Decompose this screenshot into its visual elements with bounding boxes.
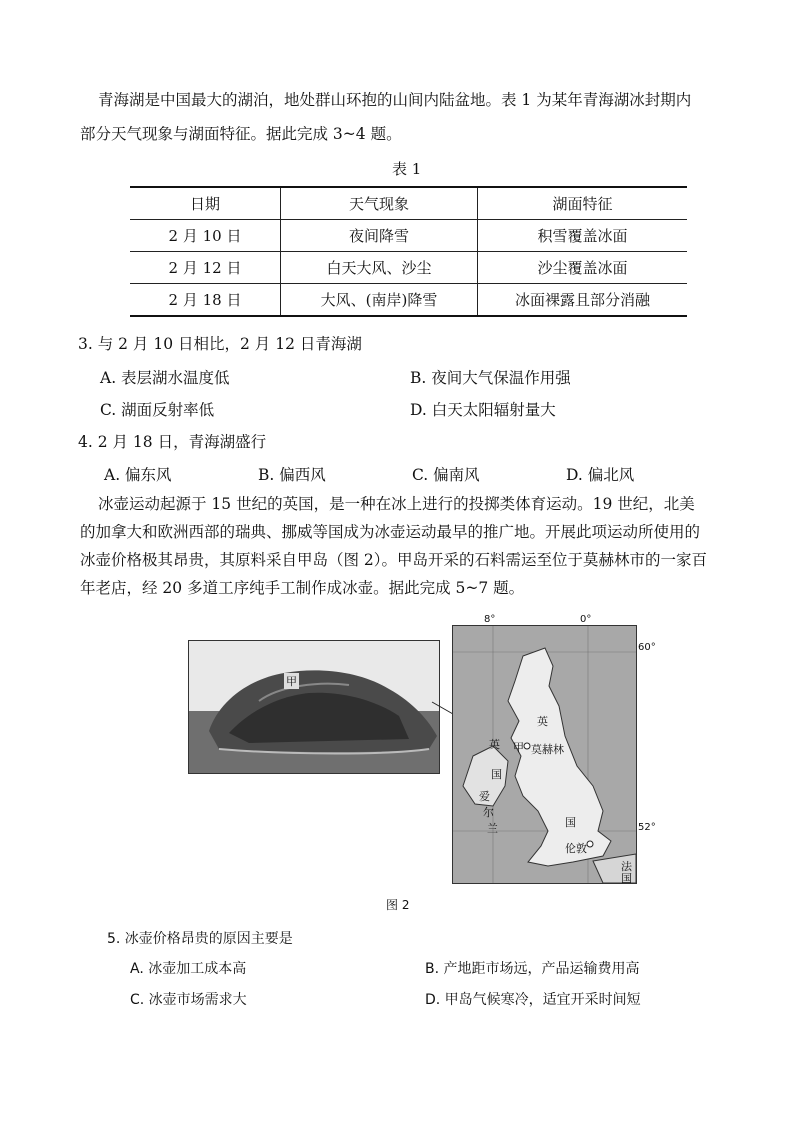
q3-option-d[interactable]: D. 白天太阳辐射量大 (410, 401, 556, 419)
map-label-ying-top: 英 (537, 715, 548, 728)
table-row (130, 252, 687, 284)
q4-option-d[interactable]: D. 偏北风 (566, 466, 635, 484)
q5-stem: 5. 冰壶价格昂贵的原因主要是 (107, 931, 293, 947)
map-tick-lat-52: 52° (638, 822, 656, 833)
passage2-line2: 的加拿大和欧洲西部的瑞典、挪威等国成为冰壶运动最早的推广地。开展此项运动所使用的 (80, 523, 701, 541)
table-row (130, 220, 687, 252)
island-photo-drawing (189, 641, 439, 773)
map-label-france-1: 法 (621, 860, 632, 873)
q3-option-c[interactable]: C. 湖面反射率低 (100, 401, 215, 419)
table-cell: 大风、(南岸)降雪 (281, 284, 478, 317)
table-row (130, 284, 687, 317)
table-cell: 白天大风、沙尘 (281, 252, 478, 284)
table-cell: 2 月 10 日 (130, 220, 281, 252)
table-cell: 冰面裸露且部分消融 (478, 284, 688, 317)
table-cell: 积雪覆盖冰面 (478, 220, 688, 252)
passage1-line2: 部分天气现象与湖面特征。据此完成 3~4 题。 (80, 125, 402, 143)
table1 (130, 186, 687, 317)
table-header-row (130, 187, 687, 220)
map-label-ireland-2: 尔 (483, 806, 494, 819)
table-header-weather: 天气现象 (281, 187, 478, 220)
q5-option-a[interactable]: A. 冰壶加工成本高 (130, 961, 247, 977)
q4-option-c[interactable]: C. 偏南风 (412, 466, 480, 484)
map-label-ying2: 英 (489, 738, 500, 751)
map-label-ireland-1: 爱 (479, 790, 490, 803)
q4-stem: 4. 2 月 18 日，青海湖盛行 (78, 433, 267, 451)
q3-stem: 3. 与 2 月 10 日相比，2 月 12 日青海湖 (78, 335, 362, 353)
map-tick-lon-8: 8° (484, 614, 496, 625)
table-cell: 2 月 12 日 (130, 252, 281, 284)
map-label-guo2: 国 (565, 816, 576, 829)
table1-caption: 表 1 (392, 160, 422, 178)
island-photo (188, 640, 440, 774)
photo-island-label: 甲 (286, 675, 297, 688)
passage2-line1: 冰壶运动起源于 15 世纪的英国，是一种在冰上进行的投掷类体育运动。19 世纪，北美 (98, 495, 695, 513)
map-tick-lat-60: 60° (638, 642, 656, 653)
q4-option-a[interactable]: A. 偏东风 (104, 466, 172, 484)
q5-option-c[interactable]: C. 冰壶市场需求大 (130, 992, 247, 1008)
map-label-guo-top: 国 (491, 768, 502, 781)
map-label-ireland-3: 兰 (487, 822, 498, 835)
table-header-date: 日期 (130, 187, 281, 220)
q3-option-b[interactable]: B. 夜间大气保温作用强 (410, 369, 571, 387)
map-tick-lon-0: 0° (580, 614, 592, 625)
passage2-line4: 年老店，经 20 多道工序纯手工制作成冰壶。据此完成 5~7 题。 (80, 579, 525, 597)
q3-option-a[interactable]: A. 表层湖水温度低 (100, 369, 230, 387)
uk-map (452, 625, 637, 884)
passage1-line1: 青海湖是中国最大的湖泊，地处群山环抱的山间内陆盆地。表 1 为某年青海湖冰封期内 (98, 91, 692, 109)
q5-option-b[interactable]: B. 产地距市场远，产品运输费用高 (425, 961, 640, 977)
map-city-mohelin: 莫赫林 (531, 743, 564, 756)
map-label-london: 伦敦 (565, 842, 587, 855)
table-header-surface: 湖面特征 (478, 187, 688, 220)
table-cell: 2 月 18 日 (130, 284, 281, 317)
map-label-france-2: 国 (621, 872, 632, 884)
q5-option-d[interactable]: D. 甲岛气候寒冷，适宜开采时间短 (425, 992, 641, 1008)
q4-option-b[interactable]: B. 偏西风 (258, 466, 326, 484)
table-cell: 夜间降雪 (281, 220, 478, 252)
passage2-line3: 冰壶价格极其昂贵，其原料采自甲岛（图 2）。甲岛开采的石料需运至位于莫赫林市的一家百 (80, 551, 708, 569)
figure2-caption: 图 2 (386, 898, 410, 912)
map-island-label: 甲 (513, 741, 524, 754)
table-cell: 沙尘覆盖冰面 (478, 252, 688, 284)
